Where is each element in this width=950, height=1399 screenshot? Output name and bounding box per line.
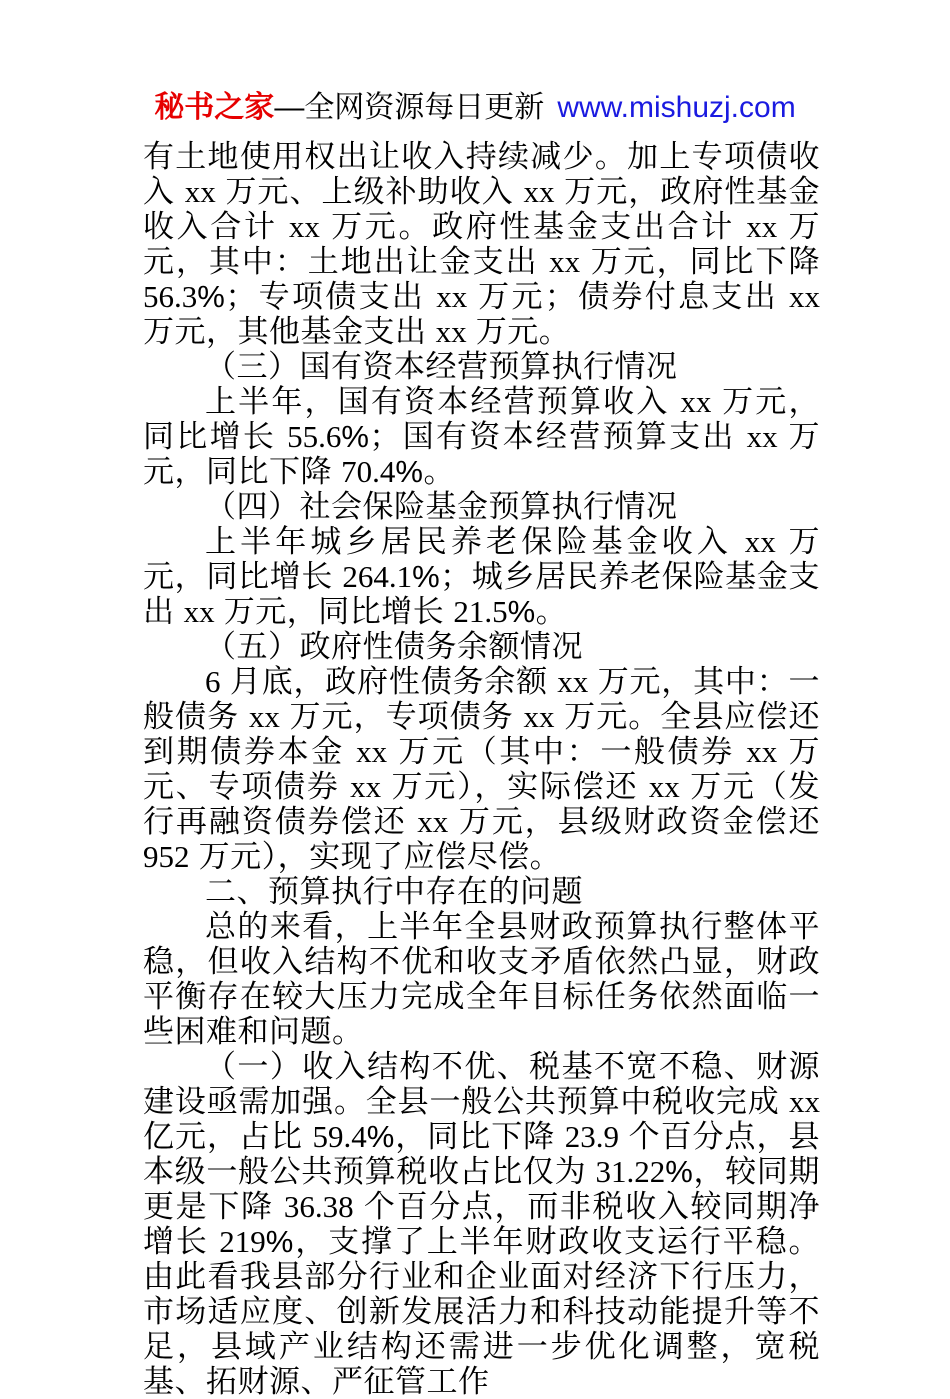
- paragraph: 总的来看，上半年全县财政预算执行整体平稳，但收入结构不优和收支矛盾依然凸显，财政平衡存在较大压力完成全年目标任务依然面临一些困难和问题。: [143, 909, 820, 1049]
- site-name: 秘书之家: [154, 91, 275, 124]
- paragraph: 上半年城乡居民养老保险基金收入 xx 万元，同比增长 264.1%；城乡居民养老保险基金支出 xx 万元，同比增长 21.5%。: [143, 524, 820, 629]
- page-header: [0, 91, 950, 125]
- site-url-link[interactable]: www.mishuzj.com: [557, 91, 796, 124]
- paragraph: 上半年，国有资本经营预算收入 xx 万元，同比增长 55.6%；国有资本经营预算支出 xx 万元，同比下降 70.4%。: [143, 384, 820, 489]
- paragraph: （五）政府性债务余额情况: [205, 629, 583, 664]
- document-body: [143, 139, 820, 1399]
- site-tagline: —全网资源每日更新: [274, 91, 545, 124]
- paragraph: （四）社会保险基金预算执行情况: [205, 489, 678, 524]
- paragraph: （三）国有资本经营预算执行情况: [205, 349, 678, 384]
- paragraph: （一）收入结构不优、税基不宽不稳、财源建设亟需加强。全县一般公共预算中税收完成 xx 亿元，占比 59.4%，同比下降 23.9 个百分点，县本级一般公共预算税收占比仅为 31.22%，较同期更是下降 36.38 个百分点，而非税收入较同期净增长 219%，支撑了上半年财政收支运行平稳。由此看我县部分行业和企业面对经济下行压力，市场适应度、创新发展活力和科技动能提升等不足，县域产业结构还需进一步优化调整，宽税基、拓财源、严征管工作: [143, 1049, 821, 1399]
- paragraph: 6 月底，政府性债务余额 xx 万元，其中：一般债务 xx 万元，专项债务 xx 万元。全县应偿还到期债券本金 xx 万元（其中：一般债券 xx 万元、专项债券 xx 万元），实际偿还 xx 万元（发行再融资债券偿还 xx 万元，县级财政资金偿还 952 万元），实现了应偿尽偿。: [143, 664, 820, 874]
- paragraph: 有土地使用权出让收入持续减少。加上专项债收入 xx 万元、上级补助收入 xx 万元，政府性基金收入合计 xx 万元。政府性基金支出合计 xx 万元，其中：土地出让金支出 xx 万元，同比下降 56.3%；专项债支出 xx 万元；债券付息支出 xx 万元，其他基金支出 xx 万元。: [143, 139, 820, 349]
- paragraph: 二、预算执行中存在的问题: [205, 874, 583, 909]
